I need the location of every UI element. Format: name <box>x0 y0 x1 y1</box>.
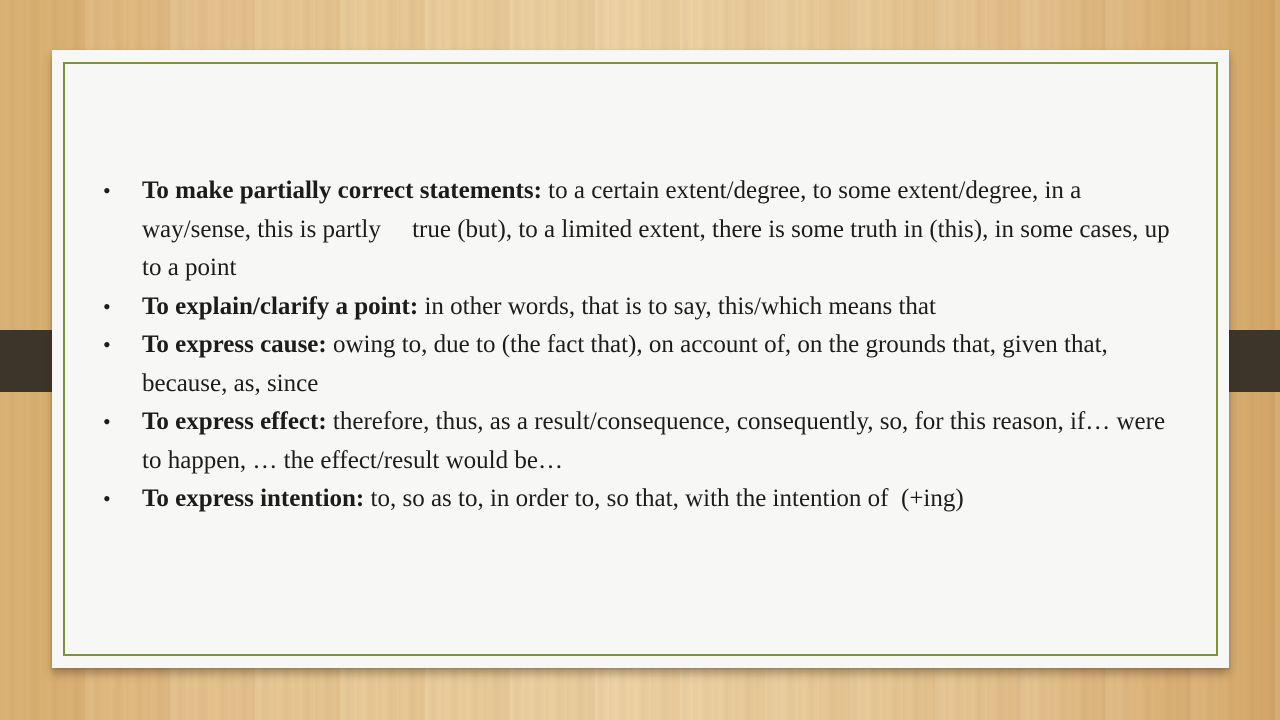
item-text: to, so as to, in order to, so that, with the intention of (+ing) <box>364 485 964 512</box>
item-text: owing to, due to (the fact that), on account of, on the grounds that, given that, because, as, since <box>142 331 1108 397</box>
item-term: To express intention: <box>142 485 365 512</box>
item-text: in other words, that is to say, this/which means that <box>418 292 936 320</box>
item-text: therefore, thus, as a result/consequence, consequently, so, for this reason, if… were to happen, … the effect/result would be… <box>142 408 1166 474</box>
list-item <box>103 326 1172 403</box>
bullet-icon: • <box>103 332 111 357</box>
list-item <box>103 480 1172 519</box>
bullet-icon: • <box>103 409 111 434</box>
item-term: To make partially correct statements: <box>142 177 542 204</box>
item-term: To explain/clarify a point: <box>142 292 419 320</box>
bullet-icon: • <box>103 178 111 203</box>
bullet-list <box>103 172 1172 519</box>
bullet-icon: • <box>103 486 111 511</box>
item-term: To express cause: <box>142 331 327 358</box>
bullet-icon: • <box>103 293 111 319</box>
item-text: to a certain extent/degree, to some extent/degree, in a way/sense, this is partly true (but), to a limited extent, there is some truth in (this), in some cases, up to a point <box>142 177 1170 281</box>
list-item <box>103 288 1172 327</box>
list-item <box>103 172 1172 288</box>
list-item <box>103 403 1172 480</box>
item-term: To express effect: <box>142 408 327 435</box>
